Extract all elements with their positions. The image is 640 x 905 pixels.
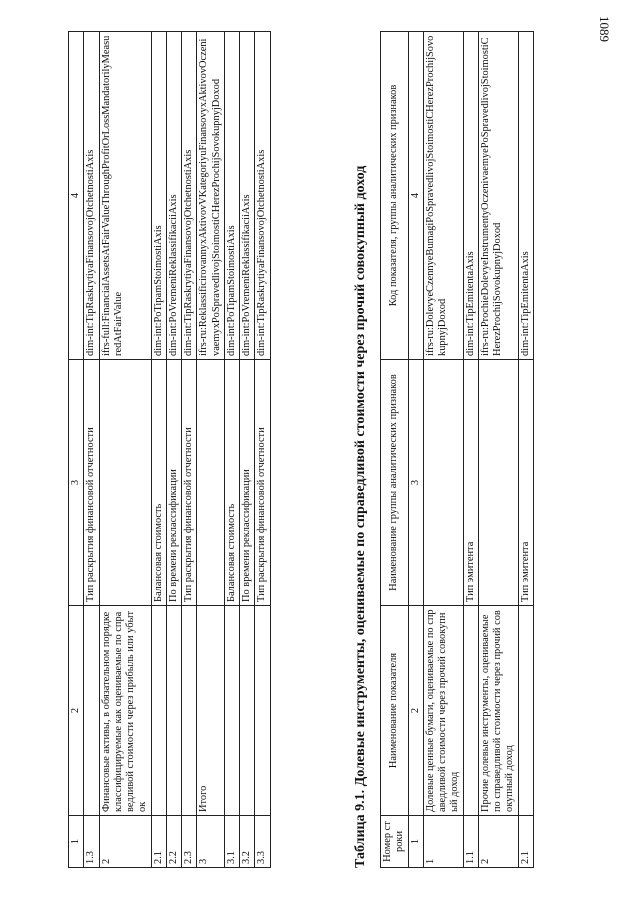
group-name: Балансовая стоимость <box>151 360 166 606</box>
indicator-code: dim-int:TipRaskrytiyaFinansovojOtchetnostiAxis <box>84 32 99 360</box>
row-number: 3.2 <box>240 816 255 868</box>
indicator-name: Итого <box>197 606 225 816</box>
indicator-code: ifrs-ru:DolevyeCzennyeBumagiPoSpravedlivojStoimostiCHerezProchijSovokupnyjDoxod <box>423 32 463 360</box>
group-name: Тип эмитента <box>463 360 478 606</box>
row-number: 2 <box>99 816 151 868</box>
row-number: 1.1 <box>463 816 478 868</box>
row-number: 1 <box>423 816 463 868</box>
table-caption: Таблица 9.1. Долевые инструменты, оцениваемые по справедливой стоимости через прочий совокупный доход <box>353 165 368 868</box>
group-name <box>478 360 518 606</box>
table-row <box>166 32 181 868</box>
group-name: По времени реклассификации <box>166 360 181 606</box>
row-number: 1.3 <box>84 816 99 868</box>
indicator-name <box>224 606 239 816</box>
indicator-code: dim-int:PoTipamStoimostiAxis <box>224 32 239 360</box>
group-name <box>197 360 225 606</box>
indicator-name <box>151 606 166 816</box>
group-name: Тип раскрытия финансовой отчетности <box>255 360 270 606</box>
indicator-name <box>255 606 270 816</box>
indicator-name <box>463 606 478 816</box>
header-row-number: Номер строки <box>381 816 409 868</box>
indicator-code: dim-int:PoTipamStoimostiAxis <box>151 32 166 360</box>
header-group-name: Наименование группы аналитических признаков <box>381 360 409 606</box>
indicator-code: dim-int:PoVremeniReklassifikaciiAxis <box>240 32 255 360</box>
table-equity-instruments <box>380 31 534 868</box>
column-number: 1 <box>408 816 423 868</box>
header-indicator-name: Наименование показателя <box>381 606 409 816</box>
group-name <box>99 360 151 606</box>
indicator-name <box>240 606 255 816</box>
column-number: 4 <box>408 32 423 360</box>
indicator-name <box>182 606 197 816</box>
indicator-code: ifrs-ru:ProchieDolevyeInstrumentyOczenivaemyePoSpravedlivojStoimostiCHerezProchijSovokupnyjDoxod <box>478 32 518 360</box>
indicator-code: dim-int:PoVremeniReklassifikaciiAxis <box>166 32 181 360</box>
indicator-code: dim-int:TipRaskrytiyaFinansovojOtchetnostiAxis <box>255 32 270 360</box>
column-number-row <box>408 32 423 868</box>
indicator-name: Финансовые активы, в обязательном порядке классифицируемые как оцениваемые по справедливой стоимости через прибыль или убыток <box>99 606 151 816</box>
column-number: 2 <box>408 606 423 816</box>
group-name: По времени реклассификации <box>240 360 255 606</box>
indicator-name <box>84 606 99 816</box>
indicator-name: Долевые ценные бумаги, оцениваемые по справедливой стоимости через прочий совокупный доход <box>423 606 463 816</box>
table-row <box>197 32 225 868</box>
column-number: 3 <box>69 360 84 606</box>
indicator-code: dim-int:TipEmitentaAxis <box>463 32 478 360</box>
page-number: 1089 <box>597 16 612 42</box>
indicator-code: ifrs-full:FinancialAssetsAtFairValueThroughProfitOrLossMandatorilyMeasuredAtFairValue <box>99 32 151 360</box>
row-number: 2 <box>478 816 518 868</box>
table-row <box>423 32 463 868</box>
table-row <box>463 32 478 868</box>
group-name: Тип эмитента <box>518 360 533 606</box>
group-name <box>423 360 463 606</box>
table-row <box>478 32 518 868</box>
row-number: 3.1 <box>224 816 239 868</box>
row-number: 2.3 <box>182 816 197 868</box>
table-row <box>224 32 239 868</box>
row-number: 3.3 <box>255 816 270 868</box>
row-number: 3 <box>197 816 225 868</box>
header-code: Код показателя, группы аналитических признаков <box>381 32 409 360</box>
indicator-name: Прочие долевые инструменты, оцениваемые по справедливой стоимости через прочий совокупный доход <box>478 606 518 816</box>
table-row <box>151 32 166 868</box>
column-number: 3 <box>408 360 423 606</box>
table-row <box>240 32 255 868</box>
column-number-row <box>69 32 84 868</box>
indicator-name <box>518 606 533 816</box>
rotated-page-content <box>68 32 628 868</box>
column-number: 4 <box>69 32 84 360</box>
table-row <box>99 32 151 868</box>
indicator-code: ifrs-ru:ReklassificirovannyxAktivovVKategoriyuFinansovyxAktivovOczenivaemyxPoSpravedlivojStoimostiCHerezProchijSovokupnyjDoxod <box>197 32 225 360</box>
column-number: 1 <box>69 816 84 868</box>
indicator-code: dim-int:TipRaskrytiyaFinansovojOtchetnostiAxis <box>182 32 197 360</box>
group-name: Тип раскрытия финансовой отчетности <box>84 360 99 606</box>
indicator-name <box>166 606 181 816</box>
group-name: Балансовая стоимость <box>224 360 239 606</box>
column-number: 2 <box>69 606 84 816</box>
table-row <box>84 32 99 868</box>
group-name: Тип раскрытия финансовой отчетности <box>182 360 197 606</box>
row-number: 2.1 <box>151 816 166 868</box>
table-row <box>182 32 197 868</box>
header-row <box>381 32 409 868</box>
table-continuation <box>68 31 271 868</box>
table-row <box>518 32 533 868</box>
row-number: 2.2 <box>166 816 181 868</box>
row-number: 2.1 <box>518 816 533 868</box>
table-row <box>255 32 270 868</box>
indicator-code: dim-int:TipEmitentaAxis <box>518 32 533 360</box>
